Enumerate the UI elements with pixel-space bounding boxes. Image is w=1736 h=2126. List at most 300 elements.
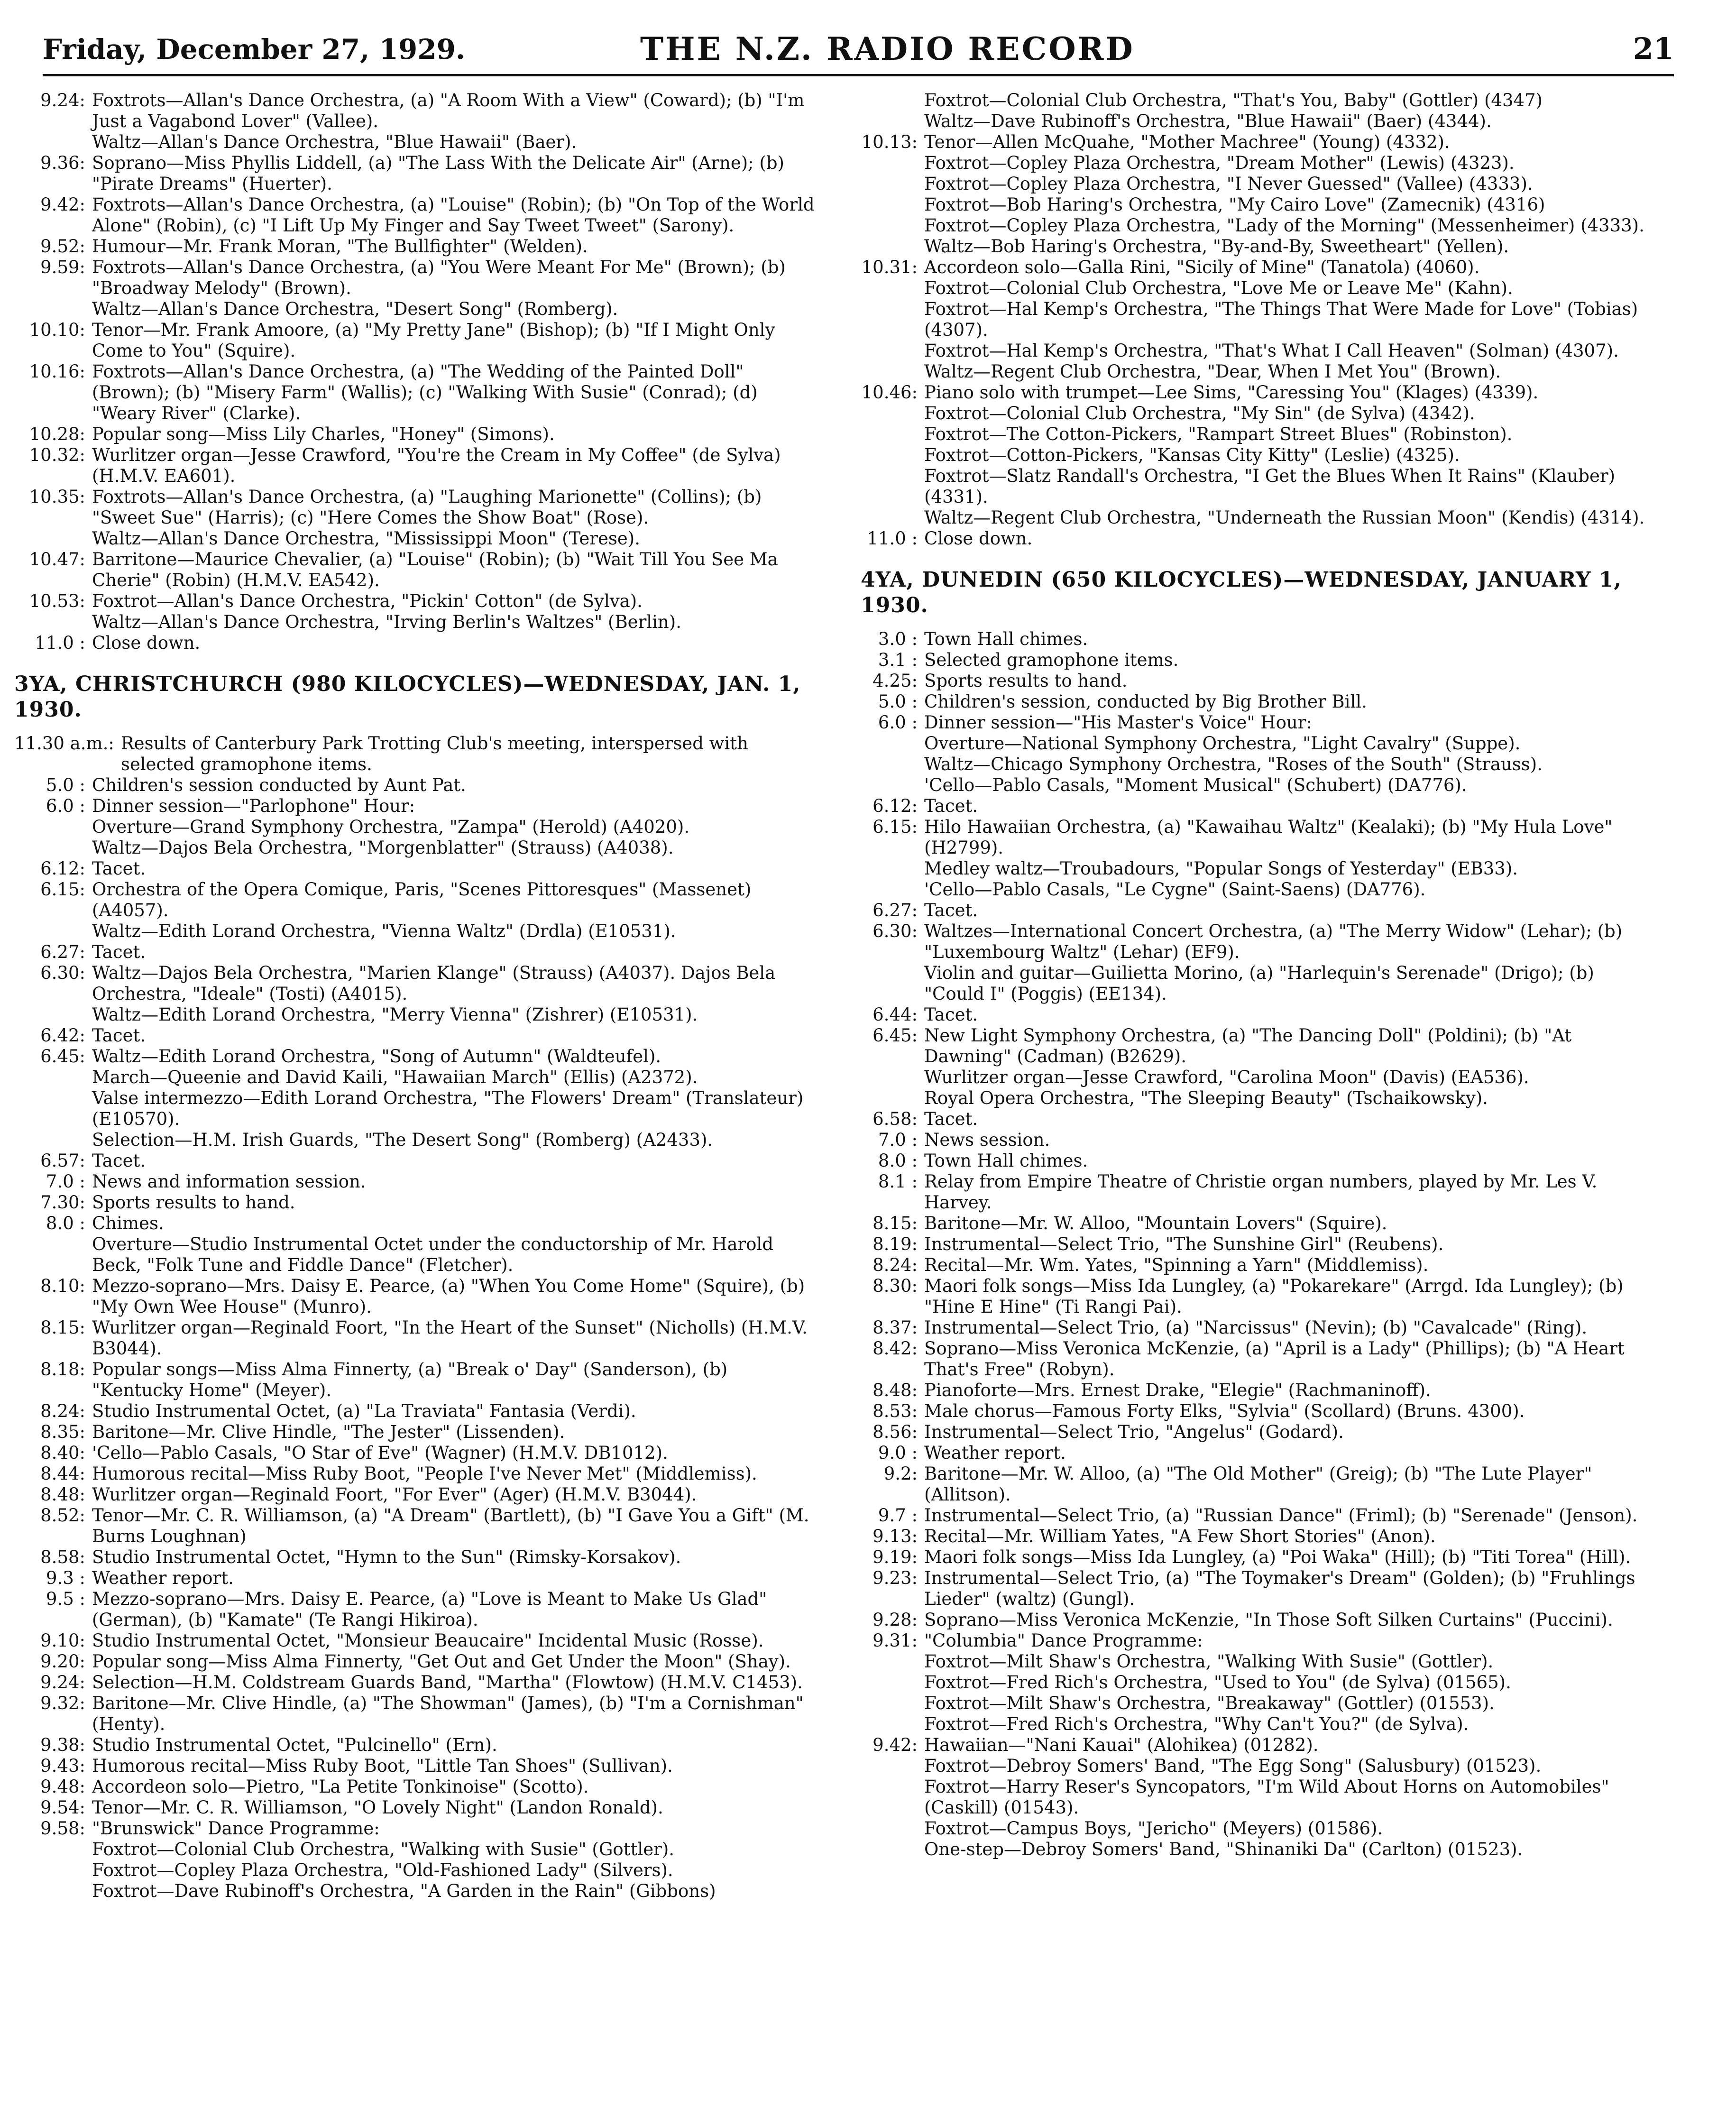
program-entry [14, 1839, 820, 1860]
entry-text: Hilo Hawaiian Orchestra, (a) "Kawaihau Waltz" (Kealaki); (b) "My Hula Love" (H2799). [924, 817, 1613, 858]
entry-time: 8.48: [873, 1380, 918, 1400]
program-entry [14, 153, 820, 194]
program-entry [14, 361, 820, 424]
entry-text: Foxtrot—Colonial Club Orchestra, "Love Me or Leave Me" (Kahn). [924, 278, 1513, 298]
program-entry [861, 1255, 1657, 1276]
entry-text: Foxtrot—Colonial Club Orchestra, "Walking with Susie" (Gottler). [92, 1839, 675, 1859]
entry-time: 6.12: [873, 796, 918, 816]
entry-text: Waltz—Edith Lorand Orchestra, "Vienna Waltz" (Drdla) (E10531). [92, 921, 676, 941]
program-entry [861, 1547, 1657, 1568]
entry-text: Foxtrot—The Cotton-Pickers, "Rampart Street Blues" (Robinston). [924, 424, 1513, 444]
entry-time [861, 215, 918, 236]
station-heading-3ya: 3YA, CHRISTCHURCH (980 KILOCYCLES)—WEDNESDAY, JAN. 1, 1930. [14, 672, 801, 722]
entry-text: Waltz—Edith Lorand Orchestra, "Merry Vienna" (Zishrer) (E10531). [92, 1004, 698, 1025]
entry-time: 7.0 : [878, 1130, 918, 1150]
entry-text: Foxtrot—Cotton-Pickers, "Kansas City Kitty" (Leslie) (4325). [924, 445, 1460, 465]
program-entry [14, 1025, 820, 1046]
entry-time: 8.0 : [878, 1150, 918, 1171]
program-entry [861, 1693, 1657, 1714]
entry-text: Selection—H.M. Coldstream Guards Band, "Martha" (Flowtow) (H.M.V. C1453). [92, 1672, 803, 1693]
entry-time: 9.23: [873, 1568, 918, 1588]
program-entry [14, 879, 820, 921]
program-entry [14, 1630, 820, 1651]
program-entry [14, 549, 820, 591]
program-entry [14, 775, 820, 796]
program-entry [14, 1046, 820, 1067]
program-entry [861, 671, 1657, 691]
entry-time [861, 879, 918, 900]
entry-text: Tenor—Mr. Frank Amoore, (a) "My Pretty Jane" (Bishop); (b) "If I Might Only Come to You" (Squire). [92, 320, 775, 361]
program-entry [861, 1443, 1657, 1463]
entry-text: Soprano—Miss Veronica McKenzie, (a) "April is a Lady" (Phillips); (b) "A Heart That's Free" (Robyn). [924, 1338, 1625, 1380]
entry-text: Studio Instrumental Octet, "Hymn to the Sun" (Rimsky-Korsakov). [92, 1547, 681, 1567]
program-entry [14, 1276, 820, 1317]
entry-text: Waltz—Bob Haring's Orchestra, "By-and-By, Sweetheart" (Yellen). [924, 236, 1509, 257]
entry-time [861, 153, 918, 174]
entry-text: Waltz—Allan's Dance Orchestra, "Blue Hawaii" (Baer). [92, 132, 577, 152]
program-entry [14, 1735, 820, 1756]
entry-text: Foxtrot—Fred Rich's Orchestra, "Used to You" (de Sylva) (01565). [924, 1672, 1511, 1693]
entry-time: 9.52: [40, 236, 85, 257]
entry-time [14, 1860, 85, 1881]
entry-time: 7.30: [40, 1192, 85, 1213]
entry-time [14, 1839, 85, 1860]
entry-text: Wurlitzer organ—Jesse Crawford, "Carolina Moon" (Davis) (EA536). [924, 1067, 1529, 1087]
entry-text: Overture—National Symphony Orchestra, "Light Cavalry" (Suppe). [924, 733, 1521, 754]
program-entry [861, 1818, 1657, 1839]
entry-time: 9.32: [40, 1693, 85, 1713]
entry-text: Close down. [92, 633, 201, 653]
entry-text: Royal Opera Orchestra, "The Sleeping Beauty" (Tschaikowsky). [924, 1088, 1488, 1108]
entry-text: Foxtrot—Campus Boys, "Jericho" (Meyers) (01586). [924, 1818, 1383, 1839]
entry-time: 6.15: [40, 879, 85, 900]
entry-time: 9.43: [40, 1756, 85, 1776]
entry-time [861, 1839, 918, 1860]
program-entry [14, 424, 820, 445]
entry-time: 6.0 : [878, 712, 918, 733]
entry-time [861, 507, 918, 528]
entry-text: Humour—Mr. Frank Moran, "The Bullfighter" (Welden). [92, 236, 588, 257]
entry-text: Foxtrot—Debroy Somers' Band, "The Egg Song" (Salusbury) (01523). [924, 1756, 1542, 1776]
entry-text: Selection—H.M. Irish Guards, "The Desert Song" (Romberg) (A2433). [92, 1130, 713, 1150]
entry-text: Children's session conducted by Aunt Pat. [92, 775, 466, 795]
entry-text: Chimes. [92, 1213, 164, 1233]
entry-text: Foxtrot—Copley Plaza Orchestra, "Lady of the Morning" (Messenheimer) (4333). [924, 215, 1644, 236]
program-entry [14, 299, 820, 320]
entry-text: Instrumental—Select Trio, "The Sunshine Girl" (Reubens). [924, 1234, 1444, 1254]
entry-time: 6.0 : [46, 796, 85, 816]
entry-time: 8.0 : [46, 1213, 85, 1233]
program-entry [14, 1088, 820, 1130]
program-entry [861, 1109, 1657, 1130]
entry-time: 10.31: [861, 257, 918, 277]
entry-text: Weather report. [92, 1568, 234, 1588]
program-entry [14, 612, 820, 633]
entry-text: Recital—Mr. Wm. Yates, "Spinning a Yarn" (Middlemiss). [924, 1255, 1429, 1275]
entry-time: 9.42: [40, 194, 85, 215]
entry-text: Accordeon solo—Pietro, "La Petite Tonkinoise" (Scotto). [92, 1776, 589, 1797]
program-entry [861, 754, 1657, 775]
program-entry [14, 1547, 820, 1568]
entry-text: Town Hall chimes. [924, 629, 1088, 649]
entry-text: Tacet. [924, 796, 978, 816]
entry-time [861, 963, 918, 1004]
entry-text: Tacet. [924, 1004, 978, 1025]
entry-time: 11.30 a.m.: [14, 733, 114, 754]
entry-text: March—Queenie and David Kaili, "Hawaiian March" (Ellis) (A2372). [92, 1067, 698, 1087]
program-entry [14, 1756, 820, 1776]
program-entry [861, 278, 1657, 299]
program-entry [861, 775, 1657, 796]
program-entry [14, 1463, 820, 1484]
schedule-3ya [14, 733, 820, 1902]
program-entry [14, 1234, 820, 1276]
program-entry [861, 299, 1657, 341]
entry-text: Studio Instrumental Octet, "Pulcinello" (Ern). [92, 1735, 497, 1755]
entry-time: 9.48: [40, 1776, 85, 1797]
entry-time: 6.30: [40, 963, 85, 983]
entry-time: 8.18: [40, 1359, 85, 1380]
entry-time [861, 424, 918, 445]
program-entry [861, 1380, 1657, 1401]
entry-time: 9.38: [40, 1735, 85, 1755]
entry-text: Waltz—Dave Rubinoff's Orchestra, "Blue Hawaii" (Baer) (4344). [924, 111, 1492, 131]
entry-time [861, 403, 918, 424]
entry-time [861, 1818, 918, 1839]
program-entry [861, 1714, 1657, 1735]
program-entry [14, 1881, 820, 1902]
entry-time: 6.30: [873, 921, 918, 941]
program-entry [14, 733, 820, 775]
entry-text: Foxtrot—Milt Shaw's Orchestra, "Breakaway" (Gottler) (01553). [924, 1693, 1495, 1713]
entry-time: 6.45: [873, 1025, 918, 1046]
entry-time: 9.24: [40, 1672, 85, 1693]
program-entry [14, 1192, 820, 1213]
entry-time: 8.42: [873, 1338, 918, 1359]
schedule-continuation-right [861, 90, 1657, 549]
entry-time: 5.0 : [878, 691, 918, 712]
entry-time: 10.16: [29, 361, 85, 382]
entry-text: Tenor—Allen McQuahe, "Mother Machree" (Young) (4332). [924, 132, 1450, 152]
program-entry [861, 921, 1657, 963]
program-entry [14, 1213, 820, 1234]
entry-text: News session. [924, 1130, 1050, 1150]
entry-text: Waltz—Regent Club Orchestra, "Dear, When I Met You" (Brown). [924, 361, 1501, 382]
program-entry [861, 1276, 1657, 1317]
program-entry [14, 796, 820, 817]
entry-text: Wurlitzer organ—Reginald Foort, "For Ever" (Ager) (H.M.V. B3044). [92, 1484, 697, 1505]
program-entry [861, 1526, 1657, 1547]
program-entry [861, 817, 1657, 858]
entry-text: Tenor—Mr. C. R. Williamson, "O Lovely Night" (Landon Ronald). [92, 1797, 663, 1818]
entry-time: 8.40: [40, 1443, 85, 1463]
issue-date: Friday, December 27, 1929. [43, 33, 466, 65]
entry-text: Mezzo-soprano—Mrs. Daisy E. Pearce, (a) "When You Come Home" (Squire), (b) "My Own Wee House" (Munro). [92, 1276, 805, 1317]
entry-text: Foxtrot—Harry Reser's Syncopators, "I'm Wild About Horns on Automobiles" (Caskill) (01543). [924, 1776, 1609, 1818]
entry-text: Waltz—Edith Lorand Orchestra, "Song of Autumn" (Waldteufel). [92, 1046, 661, 1067]
program-entry [861, 257, 1657, 278]
program-entry [861, 361, 1657, 382]
program-entry [861, 629, 1657, 650]
program-entry [14, 1359, 820, 1401]
entry-time [14, 612, 85, 633]
program-entry [14, 1171, 820, 1192]
entry-time: 6.27: [873, 900, 918, 920]
entry-time: 9.5 : [46, 1589, 85, 1609]
entry-time: 6.27: [40, 942, 85, 962]
program-entry [14, 1672, 820, 1693]
entry-text: Foxtrot—Fred Rich's Orchestra, "Why Can't You?" (de Sylva). [924, 1714, 1469, 1734]
program-entry [861, 403, 1657, 424]
entry-text: Foxtrot—Dave Rubinoff's Orchestra, "A Garden in the Rain" (Gibbons) [92, 1881, 716, 1901]
entry-time [861, 1672, 918, 1693]
program-entry [861, 1776, 1657, 1818]
entry-text: Tacet. [924, 1109, 978, 1129]
program-entry [14, 1443, 820, 1463]
entry-text: Waltz—Dajos Bela Orchestra, "Marien Klange" (Strauss) (A4037). Dajos Bela Orchestra, "Ideale" (Tosti) (A4015). [92, 963, 776, 1004]
station-heading-4ya: 4YA, DUNEDIN (650 KILOCYCLES)—WEDNESDAY, JANUARY 1, 1930. [861, 568, 1622, 617]
entry-text: Baritone—Mr. Clive Hindle, (a) "The Showman" (James), (b) "I'm a Cornishman" (Henty). [92, 1693, 804, 1734]
program-entry [861, 466, 1657, 507]
entry-text: Instrumental—Select Trio, (a) "Russian Dance" (Friml); (b) "Serenade" (Jenson). [924, 1505, 1638, 1526]
entry-time: 6.45: [40, 1046, 85, 1067]
program-entry [861, 1088, 1657, 1109]
program-entry [14, 1422, 820, 1443]
entry-text: Waltz—Allan's Dance Orchestra, "Irving Berlin's Waltzes" (Berlin). [92, 612, 681, 632]
page-number: 21 [1633, 31, 1674, 66]
left-column [14, 90, 820, 2110]
entry-time: 9.7 : [878, 1505, 918, 1526]
entry-time: 9.58: [40, 1818, 85, 1839]
entry-time: 8.15: [873, 1213, 918, 1233]
entry-time: 6.42: [40, 1025, 85, 1046]
program-entry [861, 796, 1657, 817]
entry-text: Tacet. [92, 1150, 146, 1171]
entry-time [861, 111, 918, 132]
program-entry [861, 236, 1657, 257]
entry-time [14, 1004, 85, 1025]
program-entry [861, 528, 1657, 549]
program-entry [14, 528, 820, 549]
program-entry [861, 900, 1657, 921]
entry-time [861, 1088, 918, 1109]
program-entry [861, 424, 1657, 445]
entry-text: Baritone—Mr. Clive Hindle, "The Jester" (Lissenden). [92, 1422, 565, 1442]
program-entry [14, 633, 820, 653]
entry-time: 8.58: [40, 1547, 85, 1567]
program-entry [14, 838, 820, 858]
entry-text: Studio Instrumental Octet, "Monsieur Beaucaire" Incidental Music (Rosse). [92, 1630, 764, 1651]
entry-text: Popular songs—Miss Alma Finnerty, (a) "Break o' Day" (Sanderson), (b) "Kentucky Home" (Meyer). [92, 1359, 728, 1400]
program-entry [861, 1568, 1657, 1610]
entry-text: Baritone—Mr. W. Alloo, "Mountain Lovers" (Squire). [924, 1213, 1387, 1233]
entry-text: Instrumental—Select Trio, (a) "Narcissus" (Nevin); (b) "Cavalcade" (Ring). [924, 1317, 1588, 1338]
entry-text: Maori folk songs—Miss Ida Lungley, (a) "Poi Waka" (Hill); (b) "Titi Torea" (Hill). [924, 1547, 1631, 1567]
entry-text: Tacet. [92, 1025, 146, 1046]
entry-time [861, 445, 918, 466]
entry-text: Soprano—Miss Veronica McKenzie, "In Those Soft Silken Curtains" (Puccini). [924, 1610, 1613, 1630]
entry-time: 9.42: [873, 1735, 918, 1755]
entry-time: 10.53: [29, 591, 85, 611]
entry-text: Waltz—Chicago Symphony Orchestra, "Roses of the South" (Strauss). [924, 754, 1543, 774]
entry-text: Results of Canterbury Park Trotting Club's meeting, interspersed with selected gramophone items. [120, 733, 748, 774]
entry-time: 8.10: [40, 1276, 85, 1296]
program-entry [861, 90, 1657, 111]
program-entry [861, 1756, 1657, 1776]
entry-text: Wurlitzer organ—Jesse Crawford, "You're the Cream in My Coffee" (de Sylva) (H.M.V. EA601). [92, 445, 781, 486]
entry-time: 9.0 : [878, 1443, 918, 1463]
entry-time: 8.53: [873, 1401, 918, 1421]
entry-text: Sports results to hand. [92, 1192, 295, 1213]
program-entry [14, 1693, 820, 1735]
entry-text: Foxtrot—Allan's Dance Orchestra, "Pickin' Cotton" (de Sylva). [92, 591, 643, 611]
program-entry [14, 1484, 820, 1505]
program-entry [14, 445, 820, 487]
entry-time [861, 733, 918, 754]
entry-text: Weather report. [924, 1443, 1066, 1463]
entry-time [861, 1067, 918, 1088]
entry-time: 8.1 : [878, 1171, 918, 1192]
program-entry [861, 1213, 1657, 1234]
entry-time: 9.3 : [46, 1568, 85, 1588]
entry-text: Dinner session—"His Master's Voice" Hour: [924, 712, 1312, 733]
entry-time [14, 1067, 85, 1088]
program-entry [14, 1004, 820, 1025]
entry-time: 9.28: [873, 1610, 918, 1630]
entry-time: 5.0 : [46, 775, 85, 795]
program-entry [861, 1004, 1657, 1025]
program-entry [14, 858, 820, 879]
entry-text: Overture—Grand Symphony Orchestra, "Zampa" (Herold) (A4020). [92, 817, 690, 837]
program-entry [14, 942, 820, 963]
entry-time: 8.15: [40, 1317, 85, 1338]
program-entry [14, 1317, 820, 1359]
program-entry [861, 1401, 1657, 1422]
program-entry [14, 1067, 820, 1088]
entry-time: 9.59: [40, 257, 85, 277]
entry-time [14, 299, 85, 320]
program-entry [861, 1317, 1657, 1338]
entry-text: Foxtrots—Allan's Dance Orchestra, (a) "Louise" (Robin); (b) "On Top of the World Alone" (Robin), (c) "I Lift Up My Finger and Say Tweet Tweet" (Sarony). [92, 194, 815, 236]
program-entry [861, 1067, 1657, 1088]
entry-text: Waltz—Allan's Dance Orchestra, "Mississippi Moon" (Terese). [92, 528, 640, 549]
entry-text: Selected gramophone items. [924, 650, 1179, 670]
schedule-continuation [14, 90, 820, 653]
program-entry [14, 1568, 820, 1589]
entry-text: Waltzes—International Concert Orchestra, (a) "The Merry Widow" (Lehar); (b) "Luxembourg Waltz" (Lehar) (EF9). [924, 921, 1623, 962]
entry-time [14, 132, 85, 153]
program-entry [861, 1610, 1657, 1630]
program-entry [14, 963, 820, 1004]
entry-time: 9.54: [40, 1797, 85, 1818]
program-entry [14, 1797, 820, 1818]
program-entry [861, 1651, 1657, 1672]
entry-time: 9.36: [40, 153, 85, 173]
program-entry [14, 236, 820, 257]
program-entry [861, 879, 1657, 900]
entry-time [861, 1714, 918, 1735]
entry-text: 'Cello—Pablo Casals, "Le Cygne" (Saint-Saens) (DA776). [924, 879, 1426, 900]
entry-text: Foxtrot—Slatz Randall's Orchestra, "I Get the Blues When It Rains" (Klauber) (4331). [924, 466, 1616, 507]
program-entry [14, 1505, 820, 1547]
entry-text: Orchestra of the Opera Comique, Paris, "Scenes Pittoresques" (Massenet) (A4057). [92, 879, 752, 920]
entry-text: Instrumental—Select Trio, "Angelus" (Godard). [924, 1422, 1344, 1442]
entry-text: Foxtrots—Allan's Dance Orchestra, (a) "You Were Meant For Me" (Brown); (b) "Broadway Melody" (Brown). [92, 257, 786, 298]
entry-text: Tacet. [92, 858, 146, 879]
entry-time: 8.24: [40, 1401, 85, 1421]
entry-time [861, 1776, 918, 1818]
entry-time: 8.37: [873, 1317, 918, 1338]
entry-text: Waltz—Dajos Bela Orchestra, "Morgenblatter" (Strauss) (A4038). [92, 838, 674, 858]
program-entry [861, 1735, 1657, 1756]
entry-text: Tacet. [92, 942, 146, 962]
entry-time [861, 858, 918, 879]
program-entry [861, 1234, 1657, 1255]
entry-text: Barritone—Maurice Chevalier, (a) "Louise" (Robin); (b) "Wait Till You See Ma Cherie" (Robin) (H.M.V. EA542). [92, 549, 778, 590]
entry-time: 11.0 : [35, 633, 85, 653]
entry-time: 6.15: [873, 817, 918, 837]
program-entry [861, 1505, 1657, 1526]
entry-text: Tenor—Mr. C. R. Williamson, (a) "A Dream" (Bartlett), (b) "I Gave You a Gift" (M. Burns Loughnan) [92, 1505, 809, 1546]
entry-time: 3.1 : [878, 650, 918, 670]
entry-time: 9.13: [873, 1526, 918, 1546]
entry-time [861, 299, 918, 341]
entry-time: 6.44: [873, 1004, 918, 1025]
entry-time: 9.2: [883, 1463, 918, 1484]
program-entry [14, 817, 820, 838]
entry-time: 10.28: [29, 424, 85, 444]
program-entry [861, 1839, 1657, 1860]
schedule-4ya [861, 629, 1657, 1860]
program-entry [14, 132, 820, 153]
program-entry [14, 1130, 820, 1150]
program-entry [14, 591, 820, 612]
entry-text: Foxtrot—Milt Shaw's Orchestra, "Walking With Susie" (Gottler). [924, 1651, 1494, 1672]
entry-time: 9.24: [40, 90, 85, 110]
program-entry [861, 858, 1657, 879]
program-entry [861, 341, 1657, 361]
entry-time [14, 921, 85, 942]
entry-text: Maori folk songs—Miss Ida Lungley, (a) "Pokarekare" (Arrgd. Ida Lungley); (b) "Hine E Hine" (Ti Rangi Pai). [924, 1276, 1624, 1317]
program-entry [14, 1818, 820, 1839]
entry-time: 8.52: [40, 1505, 85, 1526]
program-entry [861, 1130, 1657, 1150]
entry-text: Valse intermezzo—Edith Lorand Orchestra, "The Flowers' Dream" (Translateur) (E10570). [92, 1088, 804, 1129]
program-entry [14, 1776, 820, 1797]
entry-time: 10.46: [861, 382, 918, 403]
entry-time [861, 1651, 918, 1672]
entry-text: Foxtrot—Copley Plaza Orchestra, "I Never Guessed" (Vallee) (4333). [924, 174, 1533, 194]
entry-text: Foxtrot—Hal Kemp's Orchestra, "The Things That Were Made for Love" (Tobias) (4307). [924, 299, 1638, 340]
entry-time: 10.35: [29, 487, 85, 507]
entry-text: Close down. [924, 528, 1033, 549]
entry-text: Instrumental—Select Trio, (a) "The Toymaker's Dream" (Golden); (b) "Fruhlings Lieder" (waltz) (Gungl). [924, 1568, 1635, 1609]
entry-time: 10.10: [29, 320, 85, 340]
entry-time [861, 1756, 918, 1776]
entry-time: 8.56: [873, 1422, 918, 1442]
entry-time [14, 1234, 85, 1276]
right-column [861, 90, 1657, 2110]
program-entry [861, 507, 1657, 528]
entry-time: 6.58: [873, 1109, 918, 1129]
program-entry [14, 921, 820, 942]
program-entry [14, 194, 820, 236]
header-rule [43, 74, 1674, 76]
entry-time [861, 174, 918, 194]
entry-text: Violin and guitar—Guilietta Morino, (a) "Harlequin's Serenade" (Drigo); (b) "Could I" (Poggis) (EE134). [924, 963, 1594, 1004]
entry-text: Humorous recital—Miss Ruby Boot, "Little Tan Shoes" (Sullivan). [92, 1756, 673, 1776]
entry-time: 6.57: [40, 1150, 85, 1171]
